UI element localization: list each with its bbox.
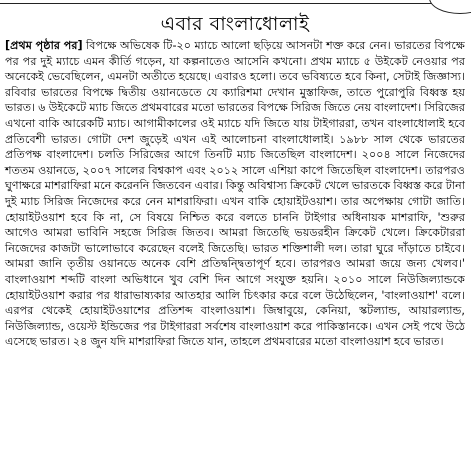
article-body-text: বিপক্ষে অভিষেক টি-২০ ম্যাচে আলো ছড়িয়ে আসনটা শক্ত করে নেন। ভারতের বিপক্ষে পর পর দুই ম্যাচে এমন কীর্তি গড়েন, যা কল্পনাতেও আসেনি কখনো। প্রথম ম্যাচে ৫ উইকেট নেওয়ার পর অনেকেই ভেবেছিলেন, এমনটা অতীতে হয়েছে। এবারও হলো। তবে ভবিষ্যতে হবে কিনা, সেটাই জিজ্ঞাস্য। রবিবার ভারতের বিপক্ষে দ্বিতীয় ওয়ানডেতে যে ক্যারিশমা দেখান মুস্তাফিজ, তাতে পুরোপুরি বিধ্বস্ত হয় ভারত। ৬ উইকেটে ম্যাচ জিতে প্রথমবারের মতো ভারতের বিপক্ষে সিরিজ জিতে নেয় বাংলাদেশ। সিরিজের এখনো বাকি আরেকটি ম্যাচ। আগামীকালের ওই ম্যাচে যদি জিতে যায় টাইগাররা, তখন বাংলাধোলাই হবে প্রতিবেশী ভারত। গোটা দেশ জুড়েই এখন এই আলোচনা বাংলাধোলাই। ১৯৮৮ সাল থেকে ভারতের প্রতিপক্ষ বাংলাদেশ। চলতি সিরিজের আগে তিনটি ম্যাচ জিতেছিল বাংলাদেশ। ২০০৪ সালে নিজেদের শততম ওয়ানডে, ২০০৭ সালের বিশ্বকাপ এবং ২০১২ সালে এশিয়া কাপে জিতেছিল বাংলাদেশ। তারপরও ঘুণাক্ষরে মাশরাফিরা মনে করেননি জিতবেন এবার। কিন্তু অবিশ্বাস্য ক্রিকেট খেলে ভারতকে বিধ্বস্ত করে টানা দুই ম্যাচ সিরিজ নিজেদের করে নেন মাশরাফিরা। এখন বাকি হোয়াইটওয়াশ। তার অপেক্ষায় গোটা জাতি। হোয়াইটওয়াশ হবে কি না, সে বিষয়ে নিশ্চিত করে বলতে চাননি টাইগার অধিনায়ক মাশরাফি, 'শুরুর আগেও আমরা ভাবিনি সহজে সিরিজ জিতব। আমরা জিতেছি ভয়ডরহীন ক্রিকেট খেলে। ক্রিকেটাররা নিজেদের কাজটা ভালোভাবে করেছেন বলেই জিতেছি। ভারত শক্তিশালী দল। তারা ঘুরে দাঁড়াতে চাইবে। আমরা জানি তৃতীয় ওয়ানডে অনেক বেশি প্রতিদ্বন্দ্বিতাপূর্ণ হবে। তারপরও আমরা জয়ে জন্য খেলব।' বাংলাওয়াশ শব্দটি বাংলা অভিধানে খুব বেশি দিন আগে সংযুক্ত হয়নি। ২০১০ সালে নিউজিল্যান্ডকে হোয়াইটওয়াশ করার পর ধারাভাষ্যকার আতহার আলি চিৎকার করে বলে উঠেছিলেন, 'বাংলাওয়াশ' বলে। এরপর থেকেই হোয়াইটওয়াশের প্রতিশব্দ বাংলাওয়াশ। জিম্বাবুয়ে, কেনিয়া, স্কটল্যান্ড, আয়ারল্যান্ড, নিউজিল্যান্ড, ওয়েস্ট ইন্ডিজের পর টাইগাররা সর্বশেষ বাংলাওয়াশ করে পাকিস্তানকে। এখন সেই পথে উঠে এসেছে ভারত। ২৪ জুন যদি মাশরাফিরা জিতে যান, তাহলে প্রথমবারের মতো বাংলাওয়াশ হবে ভারত।	[5, 39, 465, 349]
continuation-tag: [প্রথম পৃষ্ঠার পর]	[5, 39, 83, 52]
article-body	[5, 38, 465, 350]
article-headline: এবার বাংলাধোলাই	[160, 13, 310, 35]
top-divider-line	[0, 3, 471, 4]
